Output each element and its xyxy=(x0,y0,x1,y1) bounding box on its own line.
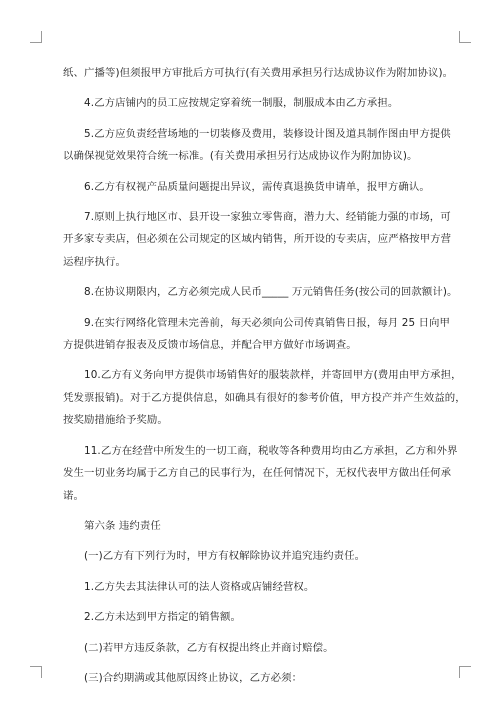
paragraph xyxy=(63,576,439,598)
paragraph-line: 8.在协议期限内，乙方必须完成人民币_____ 万元销售任务(按公司的回款额计)。 xyxy=(84,286,458,299)
paragraph xyxy=(63,545,439,567)
crop-mark-top-left xyxy=(30,31,42,43)
paragraph xyxy=(63,312,451,357)
paragraph xyxy=(63,62,454,84)
paragraph-line: 11.乙方在经营中所发生的一切工商，税收等各种费用均由乙方承担，乙方和外界 xyxy=(84,444,458,457)
paragraph-line: 10.乙方有义务向甲方提供市场销售好的服装款样，并寄回甲方(费用由甲方承担， xyxy=(84,369,462,382)
paragraph xyxy=(63,440,458,507)
paragraph xyxy=(63,667,439,689)
paragraph xyxy=(63,281,458,303)
paragraph-line: (三)合约期满或其他原因终止协议，乙方必须： xyxy=(84,671,303,684)
section-heading xyxy=(63,515,439,537)
paragraph-line: 纸、广播等)但须报甲方审批后方可执行(有关费用承担另行达成协议作为附加协议)。 xyxy=(63,67,454,79)
paragraph-line: 开多家专卖店，但必须在公司规定的区域内销售，所开设的专卖店，应严格按甲方营 xyxy=(63,233,452,246)
paragraph-line: (一)乙方有下列行为时，甲方有权解除协议并追究违约责任。 xyxy=(84,550,366,563)
paragraph-line: 以确保视觉效果符合统一标准。(有关费用承担另行达成协议作为附加协议)。 xyxy=(63,150,418,163)
paragraph-line: 5.乙方应负责经营场地的一切装修及费用，装修设计图及道具制作图由甲方提供 xyxy=(84,127,451,140)
paragraph xyxy=(63,637,439,659)
paragraph-line: 方提供进销存报表及反馈市场信息，并配合甲方做好市场调查。 xyxy=(63,339,357,352)
paragraph-line: 运程序执行。 xyxy=(63,255,126,268)
paragraph-line: (二)若甲方违反条款，乙方有权提出终止并商讨赔偿。 xyxy=(84,641,334,654)
crop-mark-bottom-left xyxy=(30,666,42,678)
document-body xyxy=(63,62,466,697)
paragraph xyxy=(63,92,439,114)
paragraph xyxy=(63,176,439,198)
paragraph-line: 凭发票报销)。对于乙方提供信息，如确具有很好的参考价值，甲方投产并产生效益的， xyxy=(63,391,466,404)
paragraph-line: 发生一切业务均属于乙方自己的民事行为，在任何情况下，无权代表甲方做出任何承 xyxy=(63,467,452,480)
paragraph xyxy=(63,206,452,273)
section-heading-text: 第六条 违约责任 xyxy=(84,519,161,532)
paragraph-line: 7.原则上执行地区市、县开设一家独立零售商，潜力大、经销能力强的市场，可 xyxy=(84,211,451,224)
paragraph-line: 2.乙方未达到甲方指定的销售额。 xyxy=(84,611,241,624)
paragraph-line: 6.乙方有权视产品质量问题提出异议，需传真退换货申请单，报甲方确认。 xyxy=(84,180,430,193)
paragraph-line: 9.在实行网络化管理未完善前，每天必须向公司传真销售日报，每月 25 日向甲 xyxy=(84,316,451,329)
paragraph xyxy=(63,364,466,431)
paragraph xyxy=(63,123,451,168)
paragraph-line: 按奖励措施给予奖励。 xyxy=(63,414,168,427)
crop-mark-bottom-right xyxy=(459,666,471,678)
paragraph-line: 4.乙方店铺内的员工应按规定穿着统一制服，制服成本由乙方承担。 xyxy=(84,97,399,110)
crop-mark-top-right xyxy=(459,31,471,43)
paragraph-line: 诺。 xyxy=(63,489,84,502)
paragraph-line: 1.乙方失去其法律认可的法人资格或店铺经营权。 xyxy=(84,580,315,593)
paragraph xyxy=(63,606,439,628)
